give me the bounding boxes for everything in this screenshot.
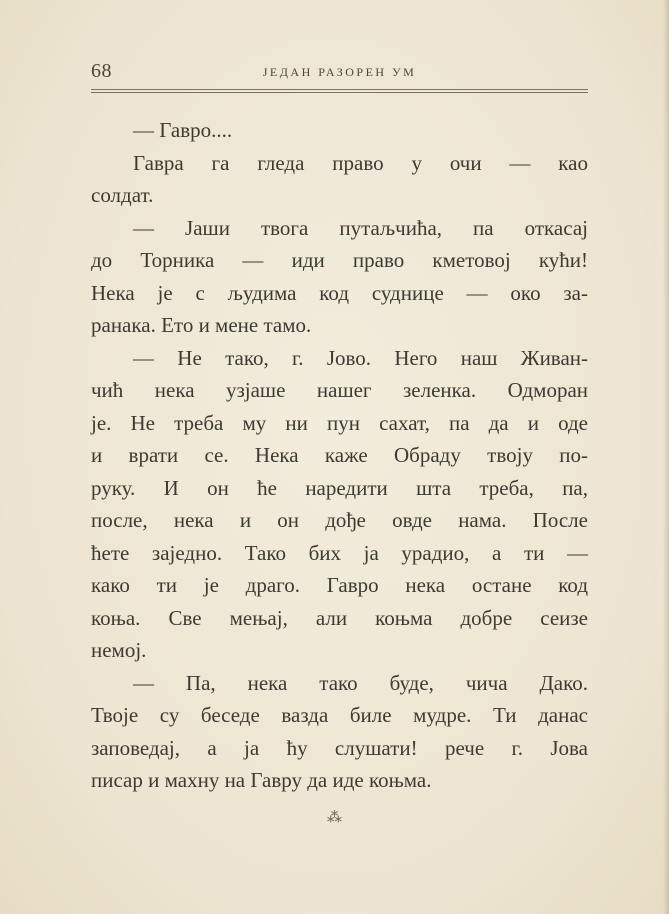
text-line: ранака. Ето и мене тамо. <box>91 313 312 337</box>
text-line: — Јаши твога путаљчића, па откасај <box>133 215 588 240</box>
running-head: ЈЕДАН РАЗОРЕН УМ <box>262 65 417 79</box>
page-edge-shadow <box>663 0 669 914</box>
text-line: је. Не треба му ни пун сахат, па да и оде <box>91 410 588 435</box>
text-line: солдат. <box>91 183 154 207</box>
section-ornament: ⁂ <box>327 810 342 826</box>
text-line: Твоје су беседе вазда биле мудре. Ти данас <box>91 703 588 727</box>
text-line: Гавра га гледа право у очи — као <box>133 150 588 175</box>
text-line: после, нека и он дође овде нама. После <box>91 508 588 532</box>
page-number: 68 <box>91 60 112 82</box>
text-line: — Гавро.... <box>133 118 233 142</box>
text-line: заповедај, а ја ћу слушати! рече г. Јова <box>91 735 588 760</box>
text-line: до Торника — иди право кметовој кући! <box>91 248 588 272</box>
text-line: ћете заједно. Тако бих ја урадио, а ти — <box>91 540 588 565</box>
text-line: — Па, нека тако буде, чича Дако. <box>133 670 588 695</box>
text-line: чић нека узјаше нашег зеленка. Одморан <box>91 378 588 402</box>
text-line: руку. И он ће наредити шта треба, па, <box>91 475 588 500</box>
text-line: писар и махну на Гавру да иде коњма. <box>91 768 432 792</box>
page-header <box>91 60 588 88</box>
body-text <box>91 114 588 797</box>
text-line: — Не тако, г. Јово. Него наш Живан- <box>133 345 588 370</box>
text-line: како ти је драго. Гавро нека остане код <box>91 573 588 597</box>
text-line: Нека је с људима код суднице — око за- <box>91 280 588 305</box>
header-rule-top <box>91 89 588 90</box>
text-line: и врати се. Нека каже Обраду твоју по- <box>91 443 588 467</box>
text-line: коња. Све мењај, али коњма добре сеизе <box>91 605 588 630</box>
header-rule-bottom <box>91 92 588 93</box>
text-line: немој. <box>91 638 147 662</box>
